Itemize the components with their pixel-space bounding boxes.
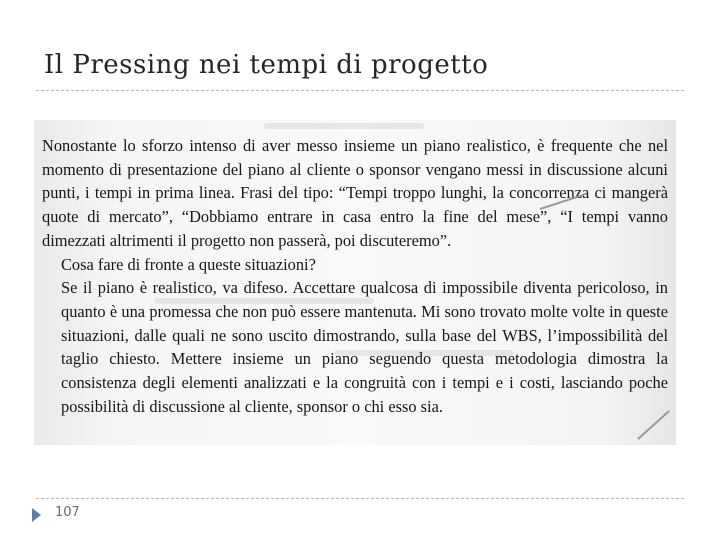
scanned-text-block xyxy=(42,134,668,418)
scanned-page-image xyxy=(34,120,676,445)
paragraph-question: Cosa fare di fronte a queste situazioni? xyxy=(61,254,316,274)
footer-divider xyxy=(36,498,684,499)
title-divider xyxy=(36,90,684,91)
paragraph-answer: Se il piano è realistico, va difeso. Accettare qualcosa di impossibile diventa pericoloso, in quanto è una promessa che non può essere mantenuta. Mi sono trovato molte volte in queste situazioni, dalle quali ne sono uscito dimostrando, sulla base del WBS, l’impossibilità del taglio chiesto. Mettere insieme un piano seguendo questa metodologia dimostra la consistenza degli elementi analizzati e la congruità con i tempi e i costi, lasciando poche possibilità di discussione al cliente, sponsor o chi esso sia. xyxy=(61,278,668,416)
slide-title: Il Pressing nei tempi di progetto xyxy=(44,50,489,80)
bleed-through-line xyxy=(264,123,424,129)
paragraph-intro: Nonostante lo sforzo intenso di aver messo insieme un piano realistico, è frequente che nel momento di presentazione del piano al cliente o sponsor vengano messi in discussione alcuni punti, i tempi in prima linea. Frasi del tipo: “Tempi troppo lunghi, la concorrenza ci mangerà quote di mercato”, “Dobbiamo entrare in casa entro la fine del mese”, “I tempi vanno dimezzati altrimenti il progetto non passerà, poi discuteremo”. xyxy=(42,136,668,250)
page-number: 107 xyxy=(55,505,80,520)
triangle-right-icon xyxy=(32,508,41,522)
